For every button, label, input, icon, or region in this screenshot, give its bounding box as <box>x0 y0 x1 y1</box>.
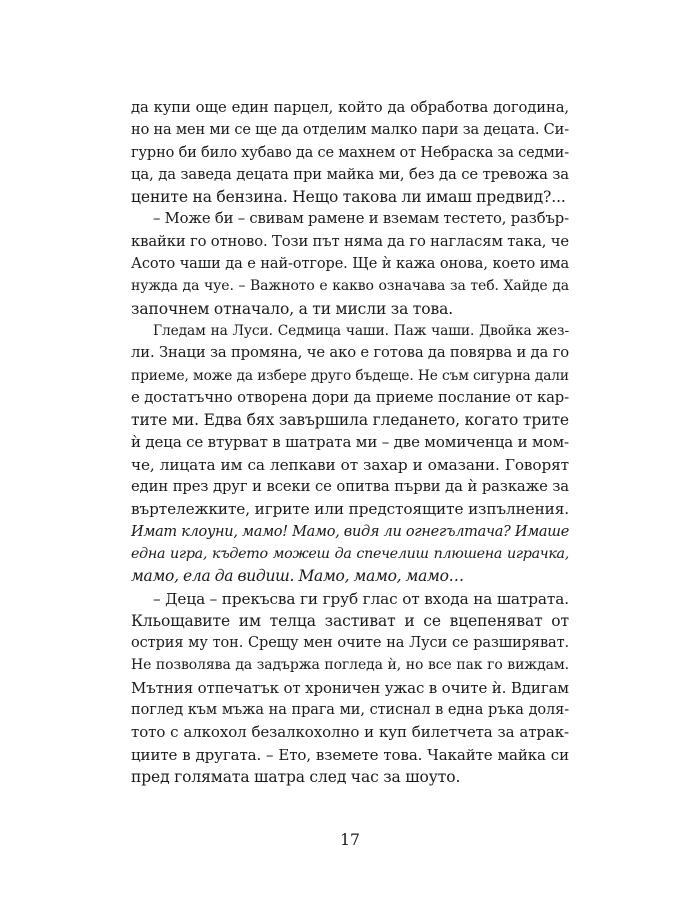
text-line: – Деца – прекъсва ги груб глас от входа на шатрата. <box>153 589 569 608</box>
text-line: мамо, ела да видиш. Мамо, мамо, мамо… <box>131 567 464 586</box>
text-line: една игра, където можеш да спечелиш плюшена играчка, <box>131 545 569 562</box>
text-line: ѝ деца се втурват в шатрата ми – две момиченца и мом- <box>131 433 569 452</box>
text-line: цените на бензина. Нещо такова ли имаш предвид?... <box>131 188 566 207</box>
text-line: острия му тон. Срещу мен очите на Луси се разширяват. <box>131 635 569 652</box>
text-line: пред голямата шатра след час за шоуто. <box>131 767 461 786</box>
page-number: 17 <box>340 831 360 849</box>
text-line: е достатъчно отворена дори да приеме послание от кар- <box>131 388 569 406</box>
text-line: но на мен ми се ще да отделим малко пари за децата. Си- <box>131 122 569 139</box>
text-line: – Може би – свивам рамене и вземам тестето, разбър- <box>153 210 569 228</box>
text-line: приеме, може да избере друго бъдеще. Не съм сигурна дали <box>131 367 569 384</box>
text-line: въртележките, игрите или предстоящите изпълнения. <box>131 500 569 519</box>
text-line: започнем отначало, а ти мисли за това. <box>131 299 454 318</box>
text-line: ли. Знаци за промяна, че ако е готова да повярва и да го <box>131 344 569 362</box>
text-line: Не позволява да задържа погледа ѝ, но все пак го виждам. <box>131 657 569 674</box>
text-line: квайки го отново. Този път няма да го нагласям така, че <box>131 232 569 250</box>
text-line: Кльощавите им телца застиват и се вцепеняват от <box>131 611 569 630</box>
text-line: Гледам на Луси. Седмица чаши. Паж чаши. Двойка жез- <box>153 322 569 339</box>
text-line: Имат клоуни, мамо! Мамо, видя ли огнегълтача? Имаше <box>131 523 569 540</box>
text-line: ца, да заведа децата при майка ми, без да се тревожа за <box>131 165 569 183</box>
text-line: Асото чаши да е най-отгоре. Ще ѝ кажа онова, което има <box>131 256 569 273</box>
text-line: тото с алкохол безалкохолно и куп билетчета за атрак- <box>131 723 569 742</box>
text-line: един през друг и всеки се опитва първи да ѝ разкаже за <box>131 478 569 496</box>
text-line: циите в другата. – Ето, вземете това. Чакайте майка си <box>131 745 569 764</box>
text-line: да купи още един парцел, който да обработва догодина, <box>131 99 569 116</box>
text-line: Мътния отпечатък от хроничен ужас в очите ѝ. Вдигам <box>131 678 569 697</box>
text-line: нужда да чуе. – Важното е какво означава за теб. Хайде да <box>131 278 569 295</box>
text-line: че, лицата им са лепкави от захар и омазани. Говорят <box>131 455 569 474</box>
text-line: гурно би било хубаво да се махнем от Небраска за седми- <box>131 144 569 161</box>
page-body-text <box>131 97 569 788</box>
text-line: поглед към мъжа на прага ми, стиснал в една ръка доля- <box>131 702 569 719</box>
text-line: тите ми. Едва бях завършила гледането, когато трите <box>131 411 569 430</box>
